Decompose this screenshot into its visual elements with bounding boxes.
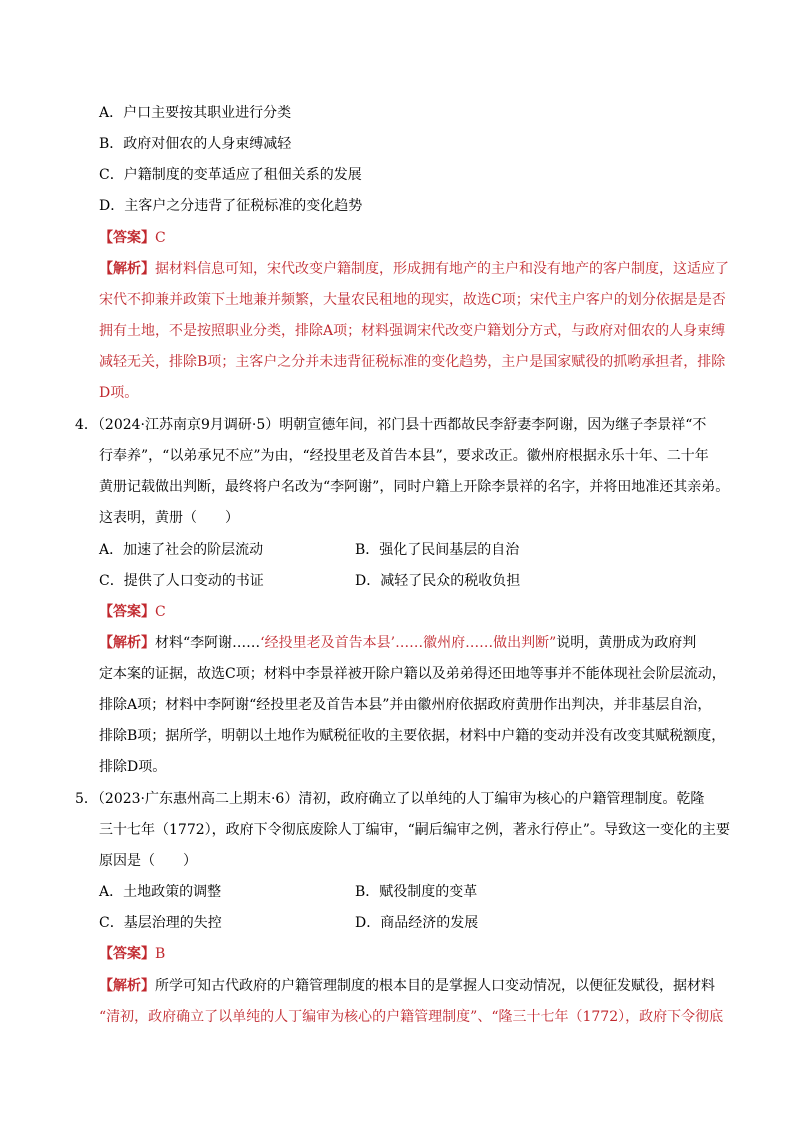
q5-stem-line-1: 5．（2023·广东惠州高二上期末·6）清初，政府确立了以单纯的人丁编审为核心的户籍管理制度。乾隆: [75, 791, 705, 807]
q4-stem-line-1: 4．（2024·江苏南京9月调研·5）明朝宣德年间，祁门县十西都故民李舒妻李阿谢，因为继子李景祥“不: [75, 417, 707, 433]
q4-option-a: A．加速了社会的阶层流动: [99, 542, 264, 558]
answer-label: 【答案】: [99, 230, 155, 246]
q3-option-d: D．主客户之分违背了征税标准的变化趋势: [99, 198, 363, 214]
answer-label: 【答案】: [99, 604, 155, 620]
q5-option-c: C．基层治理的失控: [99, 915, 222, 931]
q3-option-a: A．户口主要按其职业进行分类: [99, 105, 292, 121]
q3-analysis-line-4: 减轻无关，排除B项；主客户之分并未违背征税标准的变化趋势，主户是国家赋役的抓哟承担者，排除: [99, 354, 726, 370]
q5-answer: [99, 944, 165, 964]
q4-option-d: D．减轻了民众的税收负担: [355, 573, 521, 589]
q4-stem-line-3: 黄册记载做出判断，最终将户名改为“李阿谢”，同时户籍上开除李景祥的名字，并将田地准还其亲弟。: [99, 479, 730, 495]
answer-label: 【答案】: [99, 946, 155, 962]
q4-option-b: B．强化了民间基层的自治: [355, 542, 520, 558]
q4-stem-line-4: 这表明，黄册（ ）: [99, 510, 239, 526]
q5-stem-line-2: 三十七年（1772），政府下令彻底废除人丁编审，“嗣后编审之例，著永行停止”。导致这一变化的主要: [99, 822, 730, 838]
analysis-text: 所学可知古代政府的户籍管理制度的根本目的是掌握人口变动情况，以便征发赋役，据材料: [155, 978, 715, 994]
answer-value: C: [155, 230, 166, 246]
answer-value: B: [155, 946, 166, 962]
q4-analysis-line-3: 排除A项；材料中李阿谢“经投里老及首告本县”并由徽州府依据政府黄册作出判决，并非基层自治，: [99, 697, 712, 713]
q4-analysis-line-2: 定本案的证据，故选C项；材料中李景祥被开除户籍以及弟弟得还田地等事并不能体现社会阶层流动，: [99, 666, 726, 682]
q5-analysis-line-2: “清初，政府确立了以单纯的人丁编审为核心的户籍管理制度”、“隆三十七年（1772），政府下令彻底: [99, 1009, 724, 1025]
q3-option-c: C．户籍制度的变革适应了租佃关系的发展: [99, 167, 362, 183]
q3-analysis-line-3: 拥有土地，不是按照职业分类，排除A项；材料强调宋代改变户籍划分方式，与政府对佃农的人身束缚: [99, 323, 726, 339]
q5-stem-line-3: 原因是（ ）: [99, 853, 197, 869]
analysis-text: 据材料信息可知，宋代改变户籍制度，形成拥有地产的主户和没有地产的客户制度，这适应了: [155, 261, 729, 277]
analysis-label: 【解析】: [99, 978, 155, 994]
q5-option-b: B．赋役制度的变革: [355, 884, 478, 900]
q5-analysis-line-1: [99, 976, 715, 996]
analysis-quote: ‘经投里老及首告本县’……徽州府……做出判断”: [260, 635, 557, 651]
q4-analysis-line-5: 排除D项。: [99, 759, 167, 775]
q3-analysis-line-1: [99, 259, 729, 279]
analysis-label: 【解析】: [99, 261, 155, 277]
analysis-label: 【解析】: [99, 635, 155, 651]
q4-stem-line-2: 行奉养”，“以弟承兄不应”为由，“经投里老及首告本县”，要求改正。徽州府根据永乐十年、二十年: [99, 448, 709, 464]
analysis-text: 说明，黄册成为政府判: [556, 635, 697, 651]
analysis-text: 材料“李阿谢……: [155, 635, 261, 651]
q4-analysis-line-4: 排除B项；据所学，明朝以土地作为赋税征收的主要依据，材料中户籍的变动并没有改变其赋税额度，: [99, 728, 726, 744]
answer-value: C: [155, 604, 166, 620]
q4-answer: [99, 602, 166, 622]
q5-option-d: D．商品经济的发展: [355, 915, 479, 931]
q4-analysis-line-1: [99, 633, 696, 653]
q3-option-b: B．政府对佃农的人身束缚减轻: [99, 136, 292, 152]
q3-analysis-line-2: 宋代不抑兼并政策下土地兼并频繁，大量农民租地的现实，故选C项；宋代主户客户的划分依据是是否: [99, 292, 726, 308]
q5-option-a: A．土地政策的调整: [99, 884, 222, 900]
q3-analysis-line-5: D项。: [99, 385, 139, 401]
q4-option-c: C．提供了人口变动的书证: [99, 573, 264, 589]
q3-answer: [99, 228, 166, 248]
